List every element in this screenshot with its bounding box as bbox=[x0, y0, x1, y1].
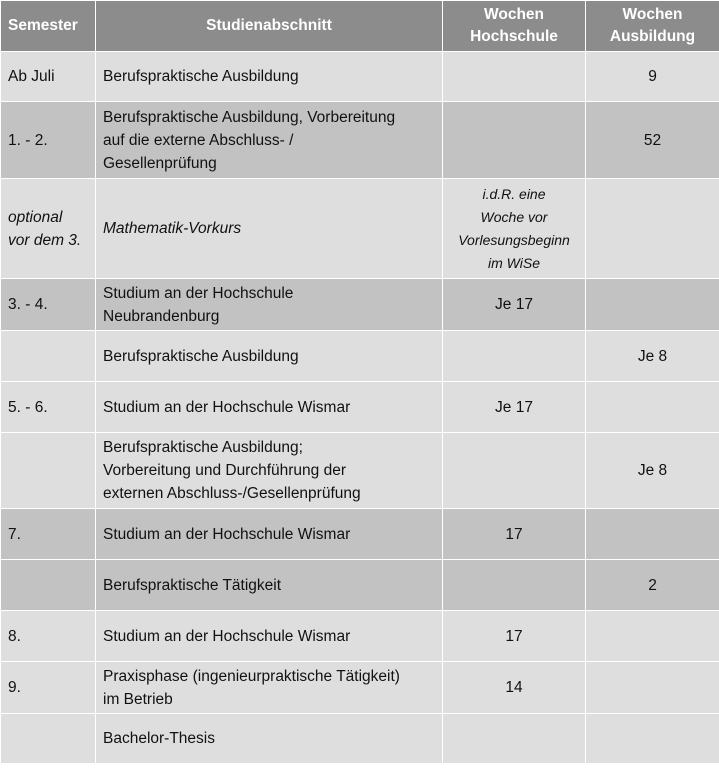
wochen-ausbildung-cell: Je 8 bbox=[586, 433, 719, 509]
table-row bbox=[1, 509, 719, 560]
abschnitt-cell bbox=[96, 509, 443, 560]
wochen-hochschule-cell bbox=[443, 52, 586, 102]
hochschule-line: i.d.R. eine bbox=[482, 185, 546, 202]
abschnitt-line: Studium an der Hochschule Wismar bbox=[103, 525, 351, 543]
abschnitt-line: Bachelor-Thesis bbox=[103, 730, 215, 747]
wochen-hochschule-cell bbox=[443, 331, 586, 382]
hochschule-line: 14 bbox=[505, 679, 523, 696]
semester-line: vor dem 3. bbox=[8, 231, 82, 249]
wochen-ausbildung-cell bbox=[586, 179, 719, 279]
wochen-hochschule-cell bbox=[443, 611, 586, 662]
abschnitt-line: Berufspraktische Tätigkeit bbox=[103, 576, 282, 594]
abschnitt-line: Mathematik-Vorkurs bbox=[103, 220, 242, 237]
table-row bbox=[1, 714, 719, 764]
table-row bbox=[1, 382, 719, 433]
abschnitt-line: Gesellenprüfung bbox=[103, 154, 217, 172]
table-row bbox=[1, 279, 719, 331]
wochen-hochschule-cell bbox=[443, 714, 586, 764]
wochen-hochschule-cell bbox=[443, 433, 586, 509]
abschnitt-cell bbox=[96, 433, 443, 509]
header-wochen-ausbildung-line1: Wochen bbox=[622, 6, 683, 23]
wochen-ausbildung-cell bbox=[586, 509, 719, 560]
abschnitt-cell bbox=[96, 611, 443, 662]
table-row bbox=[1, 560, 719, 611]
wochen-hochschule-cell bbox=[443, 179, 586, 279]
hochschule-line: Woche vor bbox=[480, 208, 548, 225]
abschnitt-line: Neubrandenburg bbox=[103, 307, 220, 325]
abschnitt-cell bbox=[96, 179, 443, 279]
wochen-ausbildung-cell: Je 8 bbox=[586, 331, 719, 382]
abschnitt-line: auf die externe Abschluss- / bbox=[103, 131, 294, 149]
wochen-hochschule-cell bbox=[443, 102, 586, 179]
abschnitt-line: Berufspraktische Ausbildung bbox=[103, 347, 299, 365]
abschnitt-line: Berufspraktische Ausbildung bbox=[103, 68, 299, 85]
wochen-ausbildung-cell: 52 bbox=[586, 102, 719, 179]
header-row bbox=[1, 1, 719, 52]
abschnitt-cell bbox=[96, 714, 443, 764]
table-row bbox=[1, 102, 719, 179]
semester-cell bbox=[1, 331, 96, 382]
wochen-ausbildung-cell bbox=[586, 382, 719, 433]
abschnitt-cell bbox=[96, 52, 443, 102]
header-wochen-ausbildung bbox=[586, 1, 719, 52]
semester-cell: 3. - 4. bbox=[1, 279, 96, 331]
header-wochen-hochschule bbox=[443, 1, 586, 52]
table-row bbox=[1, 52, 719, 102]
semester-cell bbox=[1, 179, 96, 279]
abschnitt-line: Studium an der Hochschule Wismar bbox=[103, 627, 351, 645]
wochen-ausbildung-cell bbox=[586, 279, 719, 331]
abschnitt-line: im Betrieb bbox=[103, 690, 173, 708]
semester-cell bbox=[1, 433, 96, 509]
semester-line: optional bbox=[8, 208, 63, 226]
hochschule-line: im WiSe bbox=[488, 254, 540, 271]
table-row bbox=[1, 179, 719, 279]
abschnitt-cell bbox=[96, 331, 443, 382]
semester-cell bbox=[1, 714, 96, 764]
abschnitt-line: externen Abschluss-/Gesellenprüfung bbox=[103, 485, 361, 502]
abschnitt-line: Praxisphase (ingenieurpraktische Tätigkeit) bbox=[103, 667, 400, 685]
hochschule-line: Vorlesungsbeginn bbox=[458, 231, 570, 248]
semester-cell: 1. - 2. bbox=[1, 102, 96, 179]
abschnitt-cell bbox=[96, 560, 443, 611]
header-wochen-ausbildung-line2: Ausbildung bbox=[609, 28, 696, 45]
header-wochen-hochschule-line1: Wochen bbox=[484, 6, 544, 23]
wochen-ausbildung-cell: 9 bbox=[586, 52, 719, 102]
hochschule-line: 17 bbox=[505, 627, 523, 645]
table-row bbox=[1, 662, 719, 714]
abschnitt-cell bbox=[96, 279, 443, 331]
hochschule-line: Je 17 bbox=[495, 398, 533, 416]
table-row bbox=[1, 331, 719, 382]
semester-cell: 7. bbox=[1, 509, 96, 560]
wochen-ausbildung-cell bbox=[586, 714, 719, 764]
semester-cell: 8. bbox=[1, 611, 96, 662]
table-row bbox=[1, 433, 719, 509]
abschnitt-line: Berufspraktische Ausbildung, Vorbereitung bbox=[103, 108, 396, 126]
abschnitt-line: Studium an der Hochschule Wismar bbox=[103, 398, 351, 416]
wochen-hochschule-cell bbox=[443, 662, 586, 714]
semester-cell: 5. - 6. bbox=[1, 382, 96, 433]
abschnitt-line: Studium an der Hochschule bbox=[103, 284, 294, 302]
semester-cell: 9. bbox=[1, 662, 96, 714]
hochschule-line: 17 bbox=[505, 525, 523, 543]
header-wochen-hochschule-line2: Hochschule bbox=[470, 28, 558, 45]
wochen-ausbildung-cell: 2 bbox=[586, 560, 719, 611]
abschnitt-cell bbox=[96, 382, 443, 433]
hochschule-line: Je 17 bbox=[495, 296, 533, 313]
wochen-ausbildung-cell bbox=[586, 611, 719, 662]
abschnitt-cell bbox=[96, 102, 443, 179]
abschnitt-line: Vorbereitung und Durchführung der bbox=[103, 462, 346, 479]
header-studienabschnitt: Studienabschnitt bbox=[96, 1, 443, 52]
semester-cell: Ab Juli bbox=[1, 52, 96, 102]
semester-cell bbox=[1, 560, 96, 611]
header-semester: Semester bbox=[1, 1, 96, 52]
abschnitt-line: Berufspraktische Ausbildung; bbox=[103, 439, 303, 456]
wochen-hochschule-cell bbox=[443, 560, 586, 611]
wochen-hochschule-cell bbox=[443, 509, 586, 560]
table-row bbox=[1, 611, 719, 662]
wochen-hochschule-cell bbox=[443, 382, 586, 433]
wochen-hochschule-cell bbox=[443, 279, 586, 331]
wochen-ausbildung-cell bbox=[586, 662, 719, 714]
abschnitt-cell bbox=[96, 662, 443, 714]
